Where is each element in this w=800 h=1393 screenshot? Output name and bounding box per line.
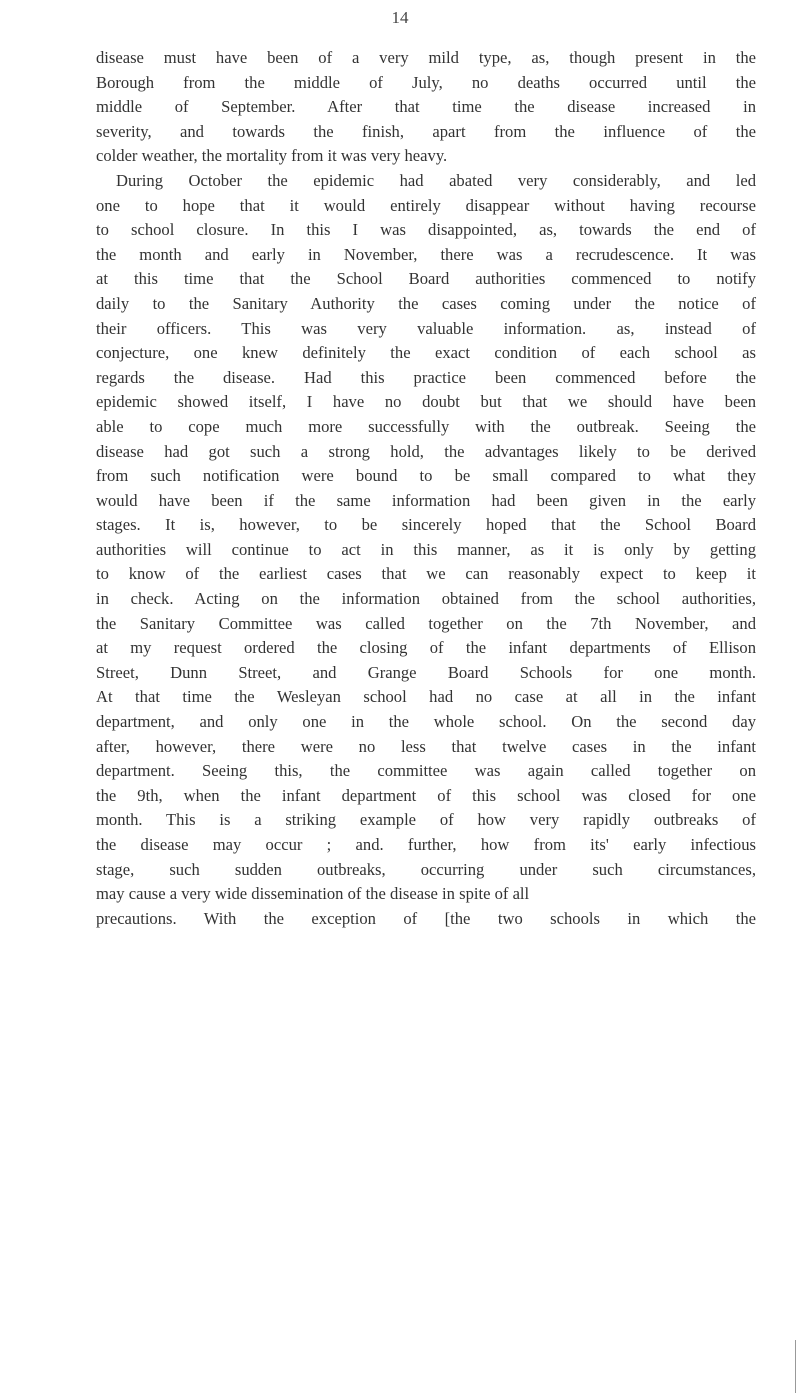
text-line: at this time that the School Board authorities commenced to notify [96,269,756,289]
page-number: 14 [391,8,409,27]
text-line: to know of the earliest cases that we can reasonably expect to keep it [96,564,756,584]
text-line: to school closure. In this I was disappointed, as, towards the end of [96,220,756,240]
page-edge-rule [795,1340,796,1393]
text-line: regards the disease. Had this practice been commenced before the [96,367,756,387]
text-line: from such notification were bound to be small compared to what they [96,466,756,486]
text-line: Street, Dunn Street, and Grange Board Schools for one month. [96,662,756,682]
text-line: the month and early in November, there was a recrudescence. It was [96,244,756,264]
text-line: stages. It is, however, to be sincerely hoped that the School Board [96,515,756,535]
text-line: would have been if the same information had been given in the early [96,490,756,510]
text-line: stage, such sudden outbreaks, occurring under such circumstances, [96,859,756,879]
text-line: precautions. With the exception of [the two schools in which the [96,908,756,928]
text-line: may cause a very wide dissemination of the disease in spite of all [96,884,530,904]
text-line: in check. Acting on the information obtained from the school authorities, [96,589,756,609]
text-line: disease must have been of a very mild type, as, though present in the [96,48,756,67]
text-line: able to cope much more successfully with the outbreak. Seeing the [96,416,756,436]
text-line: after, however, there were no less that twelve cases in the infant [96,736,756,756]
text-line: the disease may occur ; and. further, how from its' early infectious [96,835,756,854]
text-line: one to hope that it would entirely disappear without having recourse [96,195,756,215]
text-line: conjecture, one knew definitely the exact condition of each school as [96,343,756,363]
text-line: month. This is a striking example of how very rapidly outbreaks of [96,810,756,830]
text-line: daily to the Sanitary Authority the cases coming under the notice of [96,293,756,313]
text-line: At that time the Wesleyan school had no case at all in the infant [96,687,756,707]
text-line: department. Seeing this, the committee was again called together on [96,761,756,781]
text-line: epidemic showed itself, I have no doubt but that we should have been [96,392,756,412]
text-line: department, and only one in the whole school. On the second day [96,712,756,732]
text-line: During October the epidemic had abated very considerably, and led [116,170,756,190]
text-line: colder weather, the mortality from it was very heavy. [96,146,448,166]
text-line: their officers. This was very valuable information. as, instead of [96,318,756,338]
text-line: the 9th, when the infant department of this school was closed for one [96,785,756,805]
text-line: the Sanitary Committee was called together on the 7th November, and [96,613,756,633]
text-line: severity, and towards the finish, apart from the influence of the [96,121,756,141]
text-line: disease had got such a strong hold, the advantages likely to be derived [96,441,756,461]
text-line: Borough from the middle of July, no deaths occurred until the [96,72,756,92]
text-line: authorities will continue to act in this manner, as it is only by getting [96,539,756,559]
text-line: middle of September. After that time the disease increased in [96,97,756,117]
body-text [96,46,756,931]
text-line: at my request ordered the closing of the infant departments of Ellison [96,638,756,658]
